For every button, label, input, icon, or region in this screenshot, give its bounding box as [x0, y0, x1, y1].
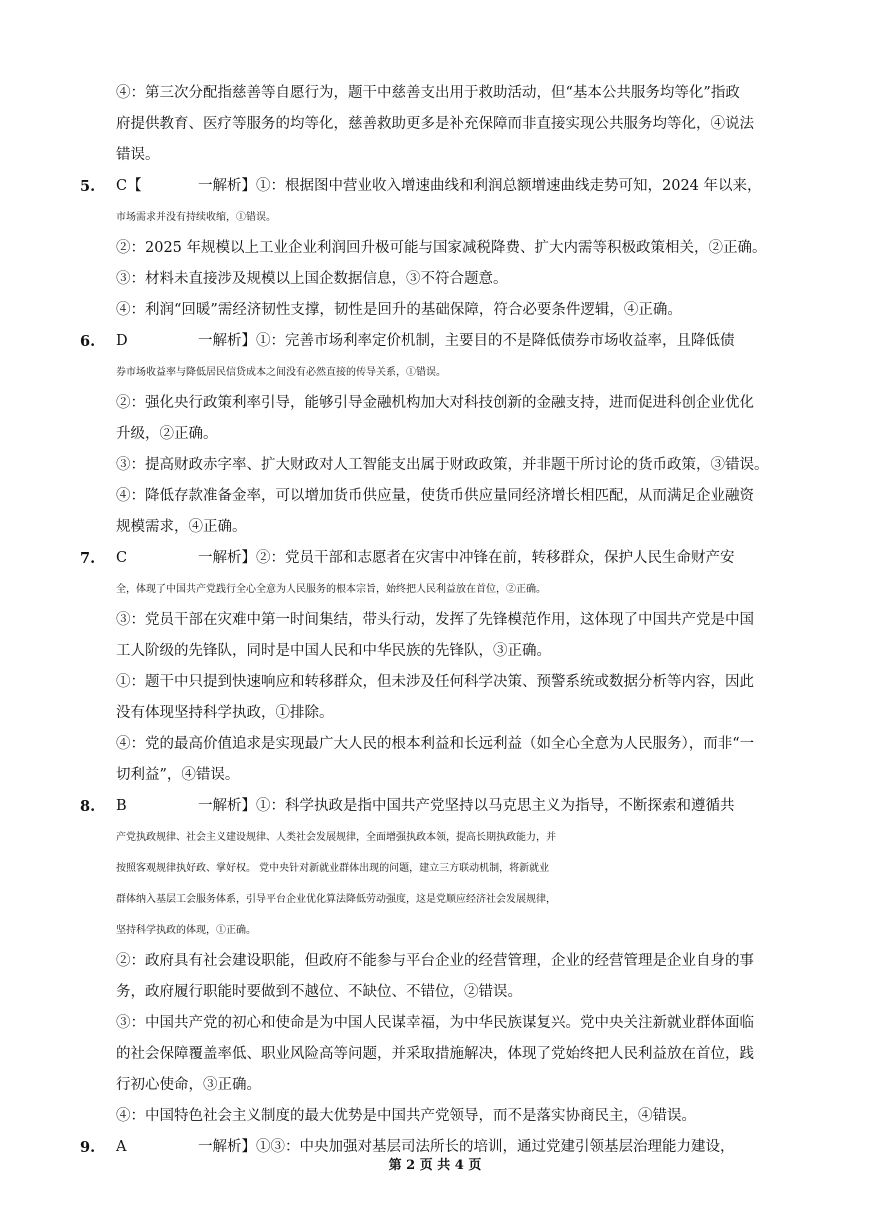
text-line: 规模需求，④正确。 [116, 519, 247, 535]
answer-letter: A [116, 1139, 127, 1155]
analysis-text: 一解析】①：根据图中营业收入增速曲线和利润总额增速曲线走势可知，2024 年以来， [198, 178, 762, 194]
answer-letter: C [116, 550, 128, 566]
text-line: ④：第三次分配指慈善等自愿行为，题干中慈善支出用于救助活动，但“基本公共服务均等化”指政 [116, 85, 740, 101]
text-line: 切利益”，④错误。 [116, 767, 240, 783]
text-line: ③：材料未直接涉及规模以上国企数据信息，③不符合题意。 [116, 271, 508, 287]
text-line: ④：中国特色社会主义制度的最大优势是中国共产党领导，而不是落实协商民主，④错误。 [116, 1108, 696, 1124]
text-line: 错误。 [116, 147, 160, 163]
text-line: 坚持科学执政的体现，①正确。 [116, 925, 256, 936]
answer-content [80, 78, 792, 1163]
answer-letter: D [116, 333, 128, 349]
text-line: ③：中国共产党的初心和使命是为中国人民谋幸福，为中华民族谋复兴。党中央关注新就业群体面临 [116, 1015, 754, 1031]
text-line: 市场需求并没有持续收缩，①错误。 [116, 212, 276, 223]
text-line: ④：利润“回暖”需经济韧性支撑，韧性是回升的基础保障，符合必要条件逻辑，④正确。 [116, 302, 682, 318]
analysis-paragraph [80, 605, 792, 667]
text-line: 行初心使命，③正确。 [116, 1077, 261, 1093]
text-line: ②：2025 年规模以上工业企业利润回升极可能与国家减税降费、扩大内需等积极政策相关，②正确。 [116, 240, 767, 256]
analysis-paragraph [80, 233, 792, 264]
text-line: 群体纳入基层工会服务体系，引导平台企业优化算法降低劳动强度，这是党顺应经济社会发展规律， [116, 894, 556, 905]
analysis-text: 一解析】②：党员干部和志愿者在灾害中冲锋在前，转移群众，保护人民生命财产安 [198, 550, 735, 566]
text-line: 产党执政规律、社会主义建设规律、人类社会发展规律，全面增强执政本领，提高长期执政能力，并 [116, 832, 556, 843]
analysis-paragraph [80, 388, 792, 450]
analysis-paragraph [80, 295, 792, 326]
analysis-paragraph [80, 667, 792, 729]
text-line: 府提供教育、医疗等服务的均等化，慈善救助更多是补充保障而非直接实现公共服务均等化，④说法 [116, 116, 754, 132]
analysis-text: 一解析】①③：中央加强对基层司法所长的培训，通过党建引领基层治理能力建设， [198, 1139, 735, 1155]
text-line: 工人阶级的先锋队，同时是中国人民和中华民族的先锋队，③正确。 [116, 643, 551, 659]
question-number: 5. [80, 178, 96, 195]
text-line: ②：政府具有社会建设职能，但政府不能参与平台企业的经营管理，企业的经营管理是企业自身的事 [116, 953, 754, 969]
question-item [80, 171, 792, 233]
answer-letter: B [116, 798, 127, 814]
analysis-paragraph [80, 481, 792, 543]
text-line: 的社会保障覆盖率低、职业风险高等问题，并采取措施解决，体现了党始终把人民利益放在首位，践 [116, 1046, 754, 1062]
analysis-paragraph [80, 450, 792, 481]
text-line: ③：党员干部在灾难中第一时间集结，带头行动，发挥了先锋模范作用，这体现了中国共产党是中国 [116, 612, 754, 628]
text-line: 全，体现了中国共产党践行全心全意为人民服务的根本宗旨，始终把人民利益放在首位，②正确。 [116, 584, 546, 595]
question-item [80, 791, 792, 946]
analysis-text: 一解析】①：科学执政是指中国共产党坚持以马克思主义为指导，不断探索和遵循共 [198, 798, 735, 814]
analysis-paragraph [80, 78, 792, 171]
text-line: ④：降低存款准备金率，可以增加货币供应量，使货币供应量同经济增长相匹配，从而满足企业融资 [116, 488, 754, 504]
text-line: ④：党的最高价值追求是实现最广大人民的根本利益和长远利益（如全心全意为人民服务），而非“一 [116, 736, 755, 752]
text-line: 务，政府履行职能时要做到不越位、不缺位、不错位，②错误。 [116, 984, 522, 1000]
analysis-paragraph [80, 264, 792, 295]
text-line: 券市场收益率与降低居民信贷成本之间没有必然直接的传导关系，①错误。 [116, 367, 446, 378]
text-line: ③：提高财政赤字率、扩大财政对人工智能支出属于财政政策，并非题干所讨论的货币政策，③错误。 [116, 457, 769, 473]
answer-letter: C【 [116, 178, 142, 194]
question-number: 7. [80, 550, 96, 567]
question-number: 9. [80, 1139, 96, 1156]
text-line: 升级，②正确。 [116, 426, 218, 442]
analysis-paragraph [80, 1008, 792, 1101]
question-item [80, 326, 792, 388]
text-line: 按照客观规律执好政、掌好权。 党中央针对新就业群体出现的问题，建立三方联动机制，将新就业 [116, 863, 550, 874]
text-line: ①：题干中只提到快速响应和转移群众，但未涉及任何科学决策、预警系统或数据分析等内容，因此 [116, 674, 754, 690]
analysis-paragraph [80, 946, 792, 1008]
text-line: ②：强化央行政策利率引导，能够引导金融机构加大对科技创新的金融支持，进而促进科创企业优化 [116, 395, 754, 411]
page-footer: 第 2 页 共 4 页 [388, 1158, 482, 1173]
analysis-paragraph [80, 729, 792, 791]
question-item [80, 543, 792, 605]
text-line: 没有体现坚持科学执政，①排除。 [116, 705, 334, 721]
analysis-paragraph [80, 1101, 792, 1132]
question-number: 6. [80, 333, 96, 350]
question-number: 8. [80, 798, 96, 815]
analysis-text: 一解析】①：完善市场利率定价机制，主要目的不是降低债券市场收益率，且降低债 [198, 333, 735, 349]
